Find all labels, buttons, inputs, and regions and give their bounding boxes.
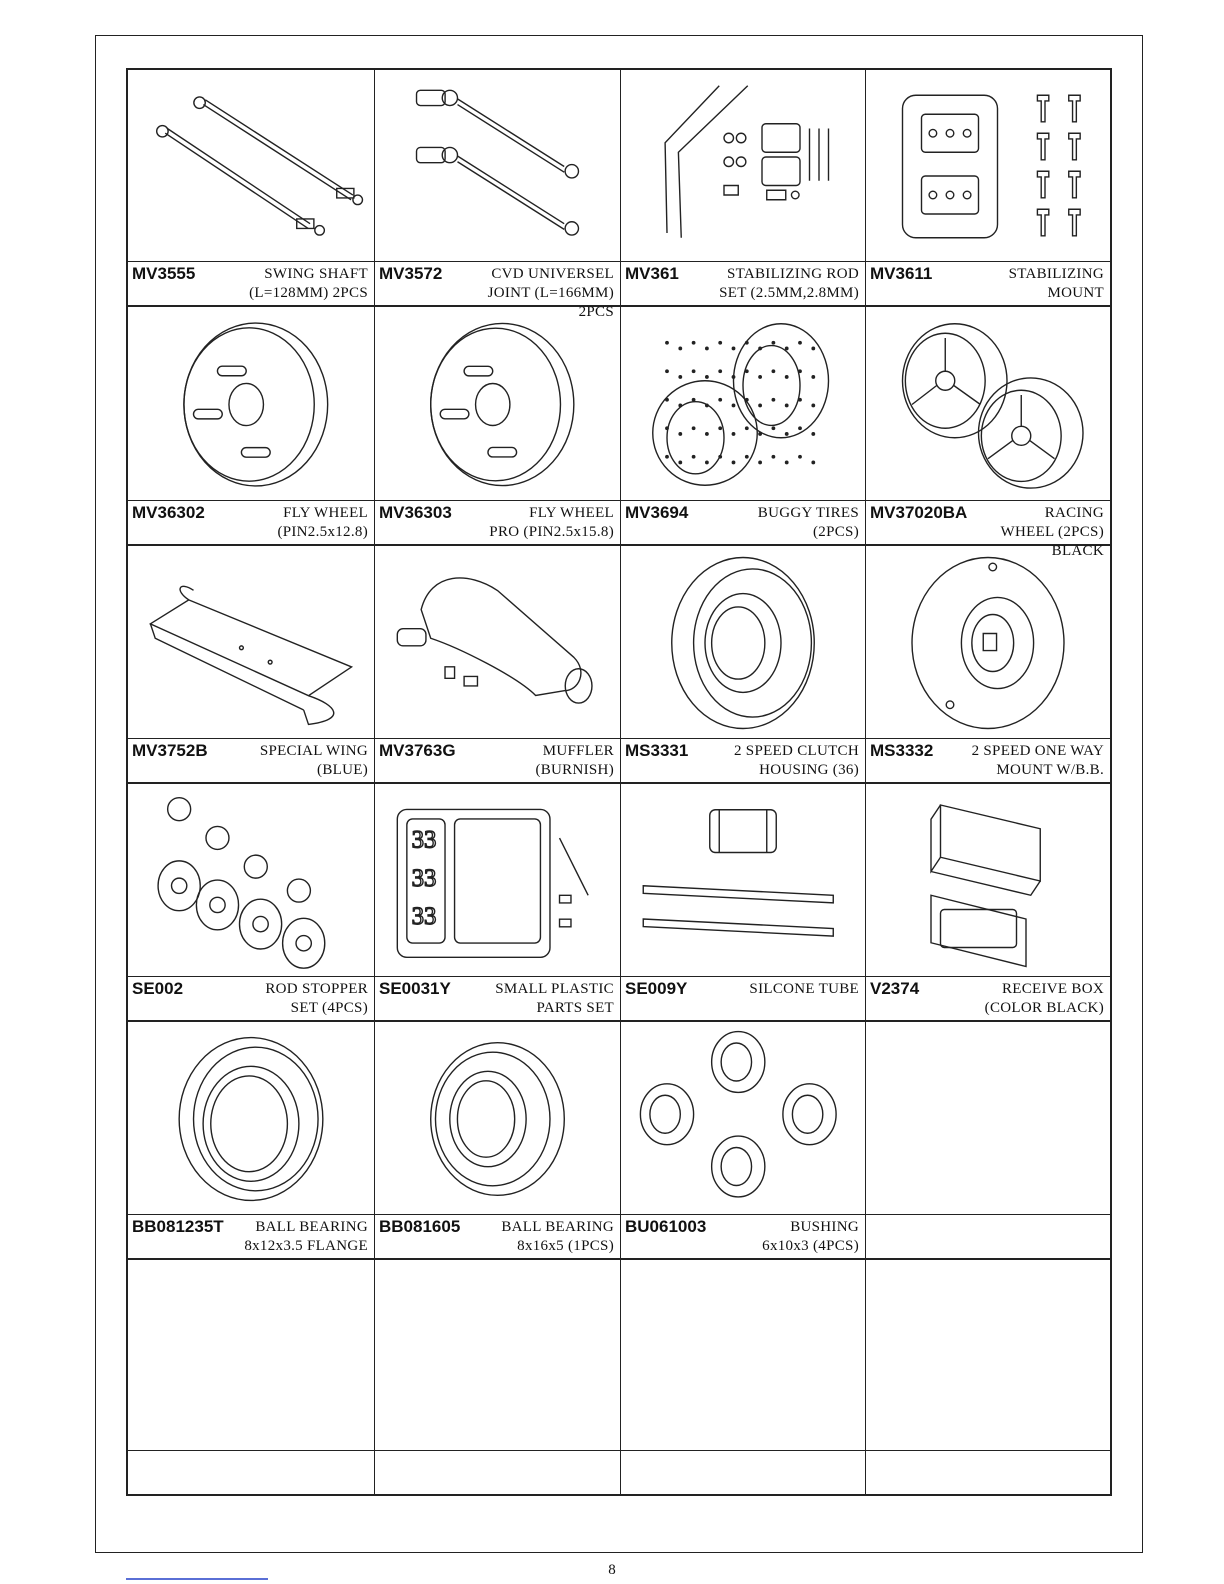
part-desc-line1: SPECIAL WING — [259, 743, 368, 759]
part-desc-line1: MUFFLER — [542, 743, 614, 759]
part-desc-line1: STABILIZING — [1008, 266, 1104, 282]
part-code: MV3763G — [379, 741, 456, 760]
part-label — [866, 738, 1110, 782]
part-label — [128, 1214, 374, 1258]
part-illustration — [128, 70, 374, 263]
part-desc-line2: SET (2.5MM,2.8MM) — [719, 285, 859, 301]
part-desc-line1: ROD STOPPER — [265, 981, 368, 997]
part-desc-line2: (2PCS) — [813, 524, 859, 540]
part-code: MV3555 — [132, 264, 196, 283]
part-code: BU061003 — [625, 1217, 707, 1236]
part-cell — [375, 784, 621, 1022]
part-desc-line2: 6x10x3 (4PCS) — [762, 1238, 859, 1254]
part-cell — [621, 546, 866, 784]
part-label — [375, 261, 620, 320]
part-illustration — [375, 307, 620, 502]
part-cell — [375, 70, 621, 320]
part-label — [375, 738, 620, 782]
part-code: MV37020BA — [870, 503, 968, 522]
stabilizing-rod-drawing — [629, 76, 857, 257]
part-desc-line2: MOUNT W/B.B. — [996, 762, 1104, 778]
part-label — [375, 1214, 620, 1258]
ball-bearing-drawing — [383, 1028, 612, 1210]
part-illustration — [866, 546, 1110, 740]
part-illustration — [866, 307, 1110, 502]
small-plastic-parts-drawing — [383, 790, 612, 972]
part-illustration — [128, 546, 374, 740]
part-cell — [128, 546, 375, 784]
part-desc-line1: 2 SPEED CLUTCH — [733, 743, 859, 759]
part-cell — [621, 1260, 866, 1494]
part-label — [375, 500, 620, 544]
part-cell — [621, 1022, 866, 1260]
part-label — [128, 261, 374, 305]
part-desc-line1: SMALL PLASTIC — [495, 981, 614, 997]
part-desc-line1: FLY WHEEL — [283, 505, 368, 521]
svg-text:33: 33 — [411, 864, 437, 892]
ball-bearing-flange-drawing — [136, 1028, 366, 1210]
svg-text:33: 33 — [411, 826, 437, 854]
part-label — [866, 1214, 1110, 1258]
part-cell — [621, 307, 866, 546]
part-code: MV3611 — [870, 264, 933, 283]
racing-wheel-drawing — [874, 313, 1102, 496]
svg-text:33: 33 — [411, 902, 437, 930]
part-desc-line1: BALL BEARING — [255, 1219, 368, 1235]
part-desc-line2: MOUNT — [1047, 285, 1104, 301]
part-cell — [866, 1260, 1110, 1494]
part-cell — [375, 1022, 621, 1260]
fly-wheel-drawing — [383, 313, 612, 496]
page-number: 8 — [608, 1562, 616, 1578]
part-code: MV3752B — [132, 741, 208, 760]
part-code: SE002 — [132, 979, 184, 998]
buggy-tires-drawing — [629, 313, 857, 496]
part-desc-line2: (BURNISH) — [535, 762, 614, 778]
part-code: MV36303 — [379, 503, 452, 522]
receive-box-drawing — [874, 790, 1102, 972]
part-label — [621, 500, 865, 544]
part-desc-line2: PRO (PIN2.5x15.8) — [489, 524, 614, 540]
part-label — [621, 1450, 865, 1494]
part-illustration — [621, 1260, 865, 1450]
part-illustration — [621, 546, 865, 740]
stabilizing-mount-drawing — [874, 76, 1102, 257]
part-illustration — [128, 1260, 374, 1450]
part-code: MS3332 — [870, 741, 934, 760]
part-label — [621, 976, 865, 1020]
part-label — [128, 976, 374, 1020]
part-illustration — [866, 784, 1110, 978]
part-desc-line2: (BLUE) — [317, 762, 368, 778]
special-wing-drawing — [136, 552, 366, 734]
part-illustration — [866, 1022, 1110, 1216]
part-code: SE0031Y — [379, 979, 451, 998]
part-desc-line1: 2 SPEED ONE WAY — [971, 743, 1104, 759]
part-illustration — [128, 307, 374, 502]
part-label — [866, 976, 1110, 1020]
part-cell — [375, 1260, 621, 1494]
part-desc-line2: (PIN2.5x12.8) — [277, 524, 368, 540]
part-desc-line1: FLY WHEEL — [529, 505, 614, 521]
rod-stopper-drawing — [136, 790, 366, 972]
swing-shaft-drawing — [136, 76, 366, 257]
part-illustration — [375, 546, 620, 740]
parts-grid — [126, 68, 1112, 1496]
underline-mark — [126, 1578, 268, 1580]
part-desc-line2: 8x12x3.5 FLANGE — [244, 1238, 368, 1254]
part-cell — [375, 546, 621, 784]
part-illustration — [375, 1022, 620, 1216]
part-code: MV3572 — [379, 264, 443, 283]
part-label — [866, 1450, 1110, 1494]
part-cell — [621, 70, 866, 307]
part-illustration — [621, 784, 865, 978]
part-illustration — [621, 1022, 865, 1216]
part-desc-line1: STABILIZING ROD — [726, 266, 859, 282]
part-cell — [866, 307, 1110, 559]
part-desc-line2: SET (4PCS) — [290, 1000, 368, 1016]
bushing-drawing — [629, 1028, 857, 1210]
part-cell — [621, 784, 866, 1022]
part-code: MV361 — [625, 264, 679, 283]
part-label — [375, 976, 620, 1020]
part-illustration — [866, 1260, 1110, 1450]
part-desc-line2: (COLOR BLACK) — [984, 1000, 1104, 1016]
part-cell — [375, 307, 621, 546]
part-code: BB081235T — [132, 1217, 224, 1236]
part-cell — [128, 70, 375, 307]
part-illustration — [375, 70, 620, 263]
part-desc-line1: CVD UNIVERSEL — [491, 266, 614, 282]
part-desc-line2: JOINT (L=166MM) 2PCS — [487, 285, 614, 320]
part-cell — [866, 546, 1110, 784]
muffler-drawing — [383, 552, 612, 734]
part-code: MV36302 — [132, 503, 205, 522]
part-desc-line2: HOUSING (36) — [759, 762, 859, 778]
cvd-joint-drawing — [383, 76, 612, 257]
part-illustration — [375, 1260, 620, 1450]
part-code: MS3331 — [625, 741, 689, 760]
part-illustration — [375, 784, 620, 978]
part-desc-line1: SWING SHAFT — [264, 266, 368, 282]
part-code: V2374 — [870, 979, 920, 998]
part-illustration — [128, 784, 374, 978]
part-cell — [128, 1022, 375, 1260]
part-illustration — [621, 307, 865, 502]
part-code: BB081605 — [379, 1217, 461, 1236]
part-cell — [866, 70, 1110, 307]
part-desc-line1: BUSHING — [790, 1219, 859, 1235]
silcone-tube-drawing — [629, 790, 857, 972]
part-desc-line1: BUGGY TIRES — [757, 505, 859, 521]
part-illustration — [866, 70, 1110, 263]
part-cell — [866, 784, 1110, 1022]
clutch-housing-drawing — [629, 552, 857, 734]
part-code: SE009Y — [625, 979, 688, 998]
part-label — [128, 1450, 374, 1494]
part-cell — [866, 1022, 1110, 1260]
part-label — [128, 738, 374, 782]
part-desc-line2: PARTS SET — [536, 1000, 614, 1016]
part-desc-line2: WHEEL (2PCS) BLACK — [1000, 524, 1104, 559]
part-cell — [128, 784, 375, 1022]
part-desc-line2: (L=128MM) 2PCS — [249, 285, 368, 301]
part-label — [375, 1450, 620, 1494]
part-illustration — [128, 1022, 374, 1216]
part-desc-line1: BALL BEARING — [501, 1219, 614, 1235]
part-desc-line1: SILCONE TUBE — [749, 981, 859, 997]
part-label — [866, 261, 1110, 305]
part-cell — [128, 1260, 375, 1494]
part-desc-line1: RECEIVE BOX — [1001, 981, 1104, 997]
part-code: MV3694 — [625, 503, 689, 522]
one-way-mount-drawing — [874, 552, 1102, 734]
fly-wheel-drawing — [136, 313, 366, 496]
part-desc-line1: RACING — [1044, 505, 1104, 521]
part-label — [866, 500, 1110, 559]
part-label — [621, 1214, 865, 1258]
part-illustration — [621, 70, 865, 263]
part-cell — [128, 307, 375, 546]
part-label — [128, 500, 374, 544]
part-label — [621, 738, 865, 782]
part-desc-line2: 8x16x5 (1PCS) — [517, 1238, 614, 1254]
part-label — [621, 261, 865, 305]
